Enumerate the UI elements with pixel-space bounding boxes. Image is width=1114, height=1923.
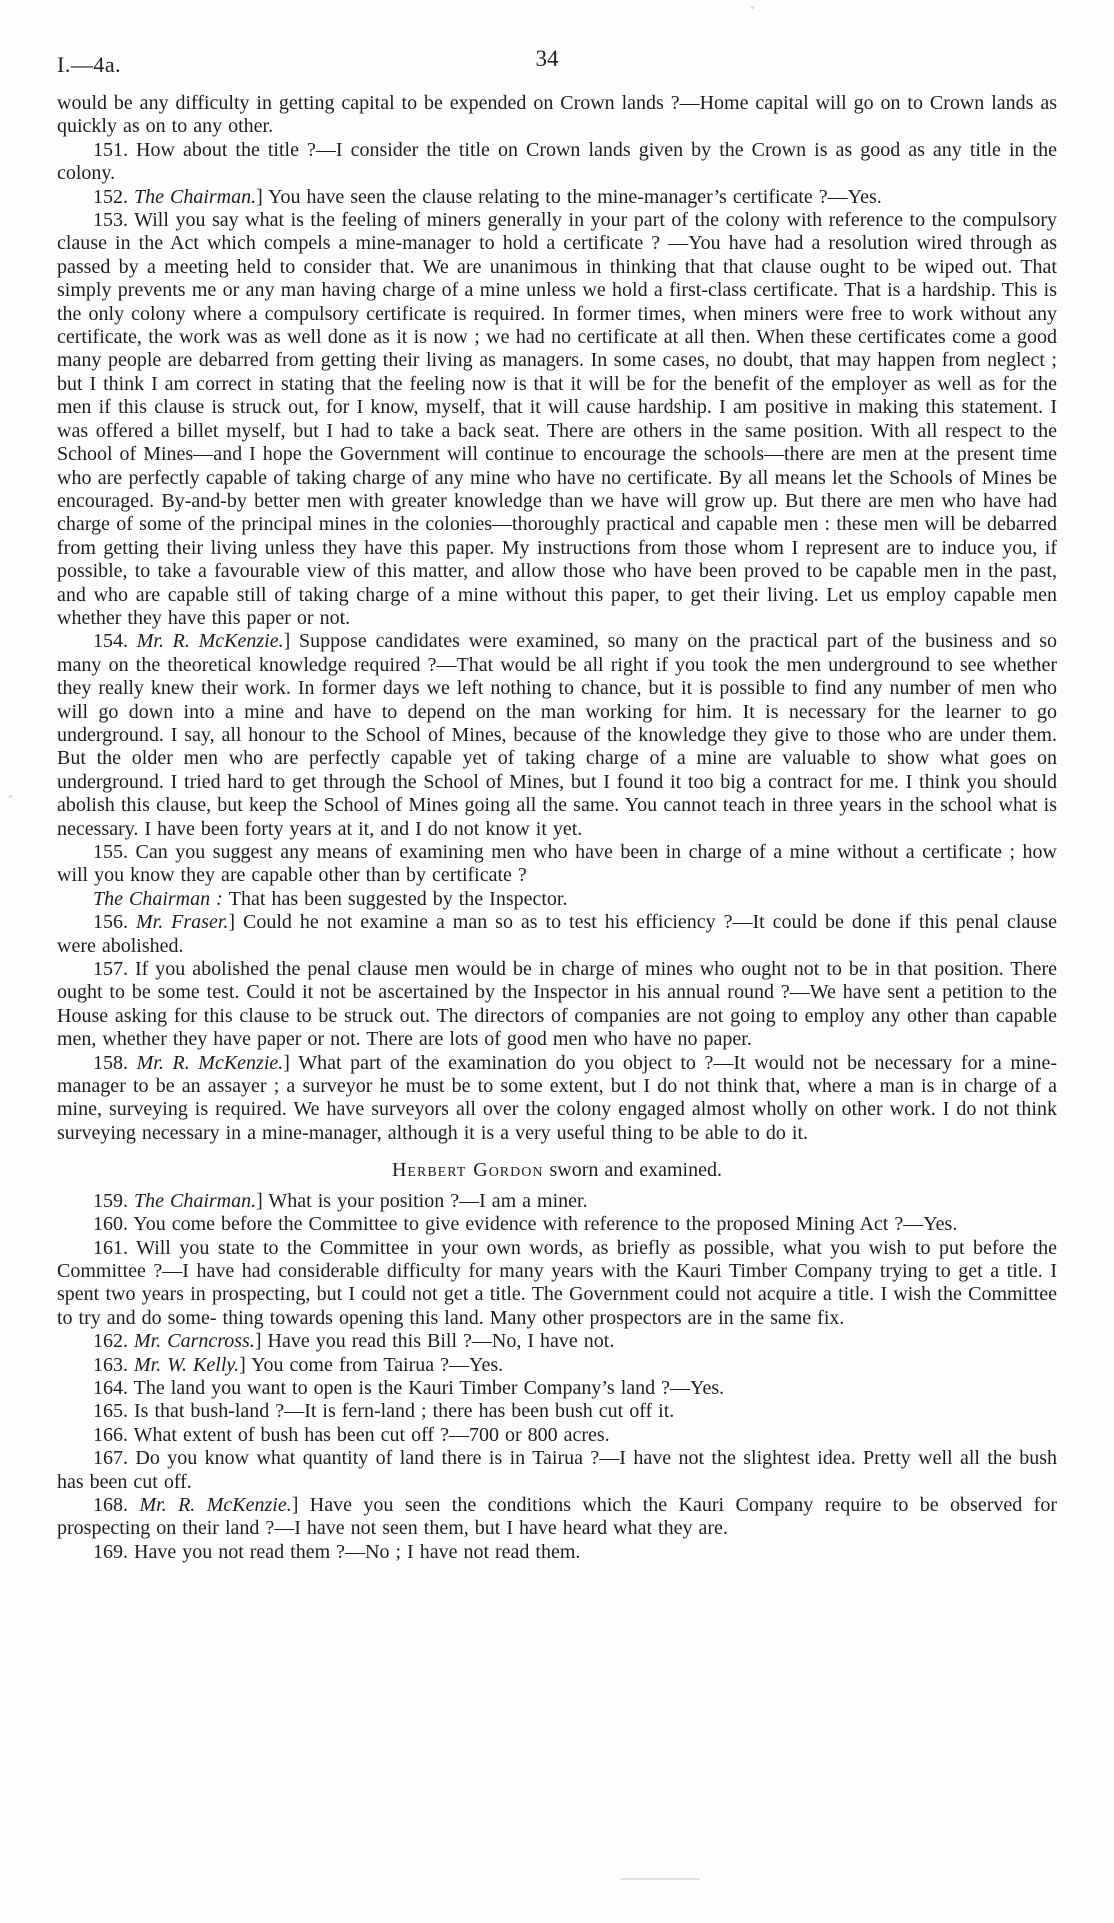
text-run: 152.: [93, 185, 134, 208]
speaker-name: Mr. Carncross.: [134, 1330, 255, 1353]
text-run: 168.: [93, 1493, 140, 1516]
paragraph: [57, 92, 1057, 139]
paragraph: [57, 1330, 1057, 1353]
text-run: That has been suggested by the Inspector.: [228, 887, 568, 910]
page-header: [57, 46, 1057, 78]
paragraph: [57, 888, 1057, 911]
page-number: 34: [535, 46, 559, 71]
text-run: 156.: [93, 911, 136, 934]
paragraph: [57, 1541, 1057, 1564]
paragraph: [57, 630, 1057, 841]
paragraph: [57, 1052, 1057, 1146]
paragraph: [57, 958, 1057, 1052]
scan-speck: [9, 795, 12, 798]
speaker-name: Mr. Fraser.: [135, 911, 229, 934]
paragraph: [57, 1237, 1057, 1331]
speaker-name: Mr. R. McKenzie.: [136, 630, 284, 653]
paragraph: [57, 1354, 1057, 1377]
text-run: ] You have seen the clause relating to the mine-manager’s certificate ?—Yes.: [256, 185, 882, 208]
speaker-name: Mr. W. Kelly.: [134, 1353, 240, 1376]
paragraph: [57, 1494, 1057, 1541]
text-run: ] Could he not examine a man so as to test his efficiency ?—It could be done if this penal clause were abolished.: [57, 911, 1058, 957]
paragraph: [57, 1424, 1057, 1447]
text-run: 167. Do you know what quantity of land there is in Tairua ?—I have not the slightest idea. Pretty well all the bush has been cut off.: [57, 1447, 1057, 1493]
text-run: would be any difficulty in getting capital to be expended on Crown lands ?—Home capital will go on to Crown lands as quickly as on to any other.: [57, 92, 1057, 138]
paragraph: [57, 1447, 1057, 1494]
speaker-name: The Chairman :: [93, 887, 229, 910]
text-run: ] You come from Tairua ?—Yes.: [239, 1353, 504, 1376]
paragraph: [57, 911, 1057, 958]
speaker-name: Mr. R. McKenzie.: [136, 1051, 284, 1074]
paragraph: [57, 1400, 1057, 1423]
text-run: ] What part of the examination do you object to ?—It would not be necessary for a mine-manager to be an assayer ; a surveyor he must be to some extent, but I do not think that, where a man is in charge of a mine, surveying is required. We have surveyors all over the colony engaged almost wholly on other work. I do not think surveying necessary in a mine-manager, although it is a very useful thing to be able to do it.: [57, 1051, 1058, 1144]
speaker-name: The Chairman.: [134, 1189, 257, 1212]
text-run: 153. Will you say what is the feeling of miners generally in your part of the colony with reference to the compulsory clause in the Act which compels a mine-manager to hold a certificate ? —You have had a resolution wired through as passed by a meeting held to consider that. We are unanimous in thinking that that clause ought to be wiped out. That simply prevents me or any man having charge of a mine unless we hold a first-class certificate. That is a hardship. This is the only colony where a compulsory certificate is required. In former times, when miners were free to work without any certificate, the work was as well done as it is now ; we had no certificate at all then. When these certificates come a good many people are debarred from getting their living as managers. In some cases, no doubt, that may happen from neglect ; but I think I am correct in stating that the feeling now is that it will be for the benefit of the employer as well as for the men if this clause is struck out, for I know, myself, that it will cause hardship. I am positive in making this statement. I was offered a billet myself, but I had to take a back seat. There are others in the same position. With all respect to the School of Mines—and I hope the Government will continue to encourage the schools—there are men at the present time who are perfectly capable of taking charge of any mine who have no certificate. By all means let the Schools of Mines be encouraged. By-and-by better men with greater knowledge than we have will grow up. But there are men who have had charge of some of the principal mines in the colonies—thoroughly practical and capable men : these men will be debarred from getting their living unless they have this paper. My instructions from those whom I represent are to induce you, if possible, to take a favourable view of this matter, and allow those who have been proved to be capable men in the past, and who are capable still of taking charge of a mine without this paper, to get their living. Let us employ capable men whether they have this paper or not.: [57, 209, 1057, 629]
text-run: 161. Will you state to the Committee in your own words, as briefly as possible, what you wish to put before the Committee ?—I have had considerable difficulty for many years with the Kauri Timber Company trying to get a title. I spent two years in prospecting, but I could not get a title. The Government could not acquire a title. I wish the Committee to try and do some- thing towards opening this land. Many other prospectors are in the same fix.: [57, 1236, 1057, 1329]
paragraph: [57, 1190, 1057, 1213]
text-run: 166. What extent of bush has been cut off ?—700 or 800 acres.: [93, 1423, 610, 1446]
text-run: 151. How about the title ?—I consider the title on Crown lands given by the Crown is as good as any title in the colony.: [57, 138, 1057, 185]
text-run: 165. Is that bush-land ?—It is fern-land ; there has been bush cut off it.: [93, 1400, 675, 1423]
paragraph: [57, 841, 1057, 888]
text-run: 163.: [93, 1353, 134, 1376]
scan-speck: [751, 6, 754, 9]
text-run: ] What is your position ?—I am a miner.: [256, 1189, 588, 1212]
text-run: 162.: [93, 1330, 134, 1353]
text-run: 154.: [93, 630, 137, 653]
witness-heading: [57, 1159, 1057, 1182]
speaker-name: Mr. R. McKenzie.: [139, 1493, 292, 1516]
text-run: ] Have you seen the conditions which the Kauri Company require to be observed for prospecting on their land ?—I have not seen them, but I have heard what they are.: [57, 1493, 1057, 1540]
paragraph: [57, 186, 1057, 209]
text-run: 155. Can you suggest any means of examining men who have been in charge of a mine without a certificate ; how will you know they are capable other than by certificate ?: [57, 841, 1057, 887]
text-run: 157. If you abolished the penal clause men would be in charge of mines who ought not to be in that position. There ought to be some test. Could it not be ascertained by the Inspector in his annual round ?—We have sent a petition to the House asking for this clause to be struck out. The directors of companies are not going to employ any other than capable men, whether they have paper or not. There are lots of good men who have no paper.: [57, 958, 1057, 1051]
witness-name: Herbert Gordon: [391, 1159, 544, 1182]
paragraph: [57, 1213, 1057, 1236]
text-run: 160. You come before the Committee to give evidence with reference to the proposed Mining Act ?—Yes.: [93, 1213, 958, 1236]
text-run: ] Have you read this Bill ?—No, I have not.: [254, 1330, 615, 1353]
text-run: ] Suppose candidates were examined, so many on the practical part of the business and so many on the theoretical knowledge required ?—That would be all right if you took the men underground to see whether they really knew their work. In former days we left nothing to chance, but it is possible to find any number of men who will go down into a mine and have to depend on the man working for him. It is necessary for the learner to go underground. I say, all honour to the School of Mines, because of the knowledge they give to those who are under them. But the older men who are perfectly capable yet of taking charge of a mine are valuable to show what goes on underground. I tried hard to get through the School of Mines, but I found it too big a contract for me. I think you should abolish this clause, but keep the School of Mines going all the same. You cannot teach in three years in the school what is necessary. I have been forty years at it, and I do not know it yet.: [57, 630, 1057, 840]
text-run: 158.: [93, 1051, 137, 1074]
paragraph: [57, 1377, 1057, 1400]
paragraph: [57, 209, 1057, 630]
speaker-name: The Chairman.: [134, 185, 257, 208]
scan-artifact-line: [620, 1878, 700, 1880]
document-reference: I.—4a.: [57, 52, 122, 77]
text-run: sworn and examined.: [543, 1159, 722, 1182]
page-body: [57, 92, 1057, 1564]
text-run: 159.: [93, 1189, 134, 1212]
paragraph: [57, 139, 1057, 186]
text-run: 164. The land you want to open is the Kauri Timber Company’s land ?—Yes.: [93, 1376, 725, 1399]
text-run: 169. Have you not read them ?—No ; I have not read them.: [93, 1540, 581, 1563]
